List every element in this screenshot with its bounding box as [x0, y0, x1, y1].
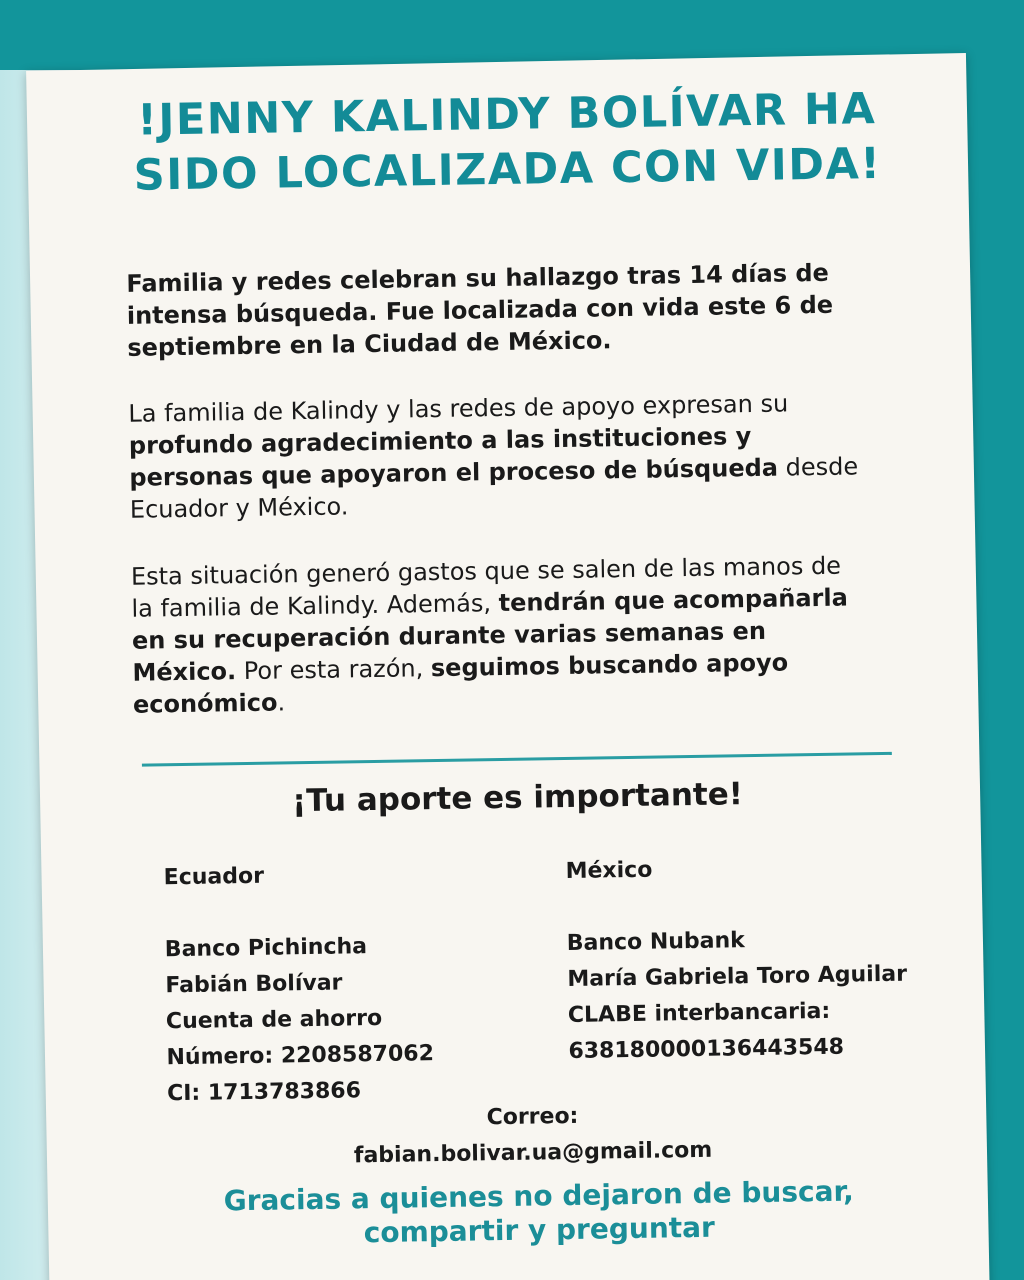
intro-paragraph: Familia y redes celebran su hallazgo tras 14 días de intensa búsqueda. Fue localizada con vida este 6 de septiembre en la Ciudad de México.: [126, 258, 834, 362]
donation-heading: ¡Tu aporte es importante!: [291, 776, 744, 820]
thanks-message: Gracias a quienes no dejaron de buscar, compartir y preguntar: [223, 1174, 855, 1250]
ecuador-account-number: Número: 2208587062: [166, 1041, 435, 1071]
gratitude-bold: profundo agradecimiento a las instituciones y personas que apoyaron el proceso de búsqueda: [128, 422, 779, 492]
ecuador-holder: Fabián Bolívar: [165, 970, 343, 999]
ecuador-account: [163, 854, 547, 1112]
ecuador-country: Ecuador: [163, 863, 265, 891]
mexico-clabe-label: CLABE interbancaria:: [567, 998, 831, 1028]
ecuador-bank: Banco Pichincha: [164, 934, 368, 963]
ecuador-ci: CI: 1713783866: [166, 1078, 362, 1107]
section-divider: [142, 752, 892, 767]
ecuador-account-type: Cuenta de ahorro: [165, 1005, 383, 1035]
email-label: Correo:: [486, 1103, 579, 1131]
gratitude-suffix: desde Ecuador y México.: [129, 452, 859, 524]
mexico-country: México: [565, 857, 653, 884]
mexico-bank: Banco Nubank: [566, 928, 746, 956]
expenses-paragraph: [131, 549, 863, 720]
expenses-bold2: seguimos buscando apoyo económico: [132, 648, 789, 719]
gratitude-paragraph: [128, 386, 860, 525]
expenses-part2: Por esta razón,: [235, 654, 432, 686]
expenses-bold1: tendrán que acompañarla en su recuperación durante varias semanas en México.: [131, 583, 849, 687]
contact-block: [307, 1096, 758, 1175]
gratitude-prefix: La familia de Kalindy y las redes de apoyo expresan su: [128, 389, 789, 428]
expenses-part3: .: [277, 688, 286, 717]
mexico-holder: María Gabriela Toro Aguilar: [567, 961, 908, 992]
mexico-account: [565, 848, 968, 1070]
mexico-clabe-number: 638180000136443548: [568, 1034, 845, 1064]
expenses-part1: Esta situación generó gastos que se salen de las manos de la familia de Kalindy. Además,: [130, 551, 842, 623]
email-address: fabian.bolivar.ua@gmail.com: [353, 1137, 713, 1169]
headline: !JENNY KALINDY BOLÍVAR HA SIDO LOCALIZADA CON VIDA!: [133, 84, 882, 201]
